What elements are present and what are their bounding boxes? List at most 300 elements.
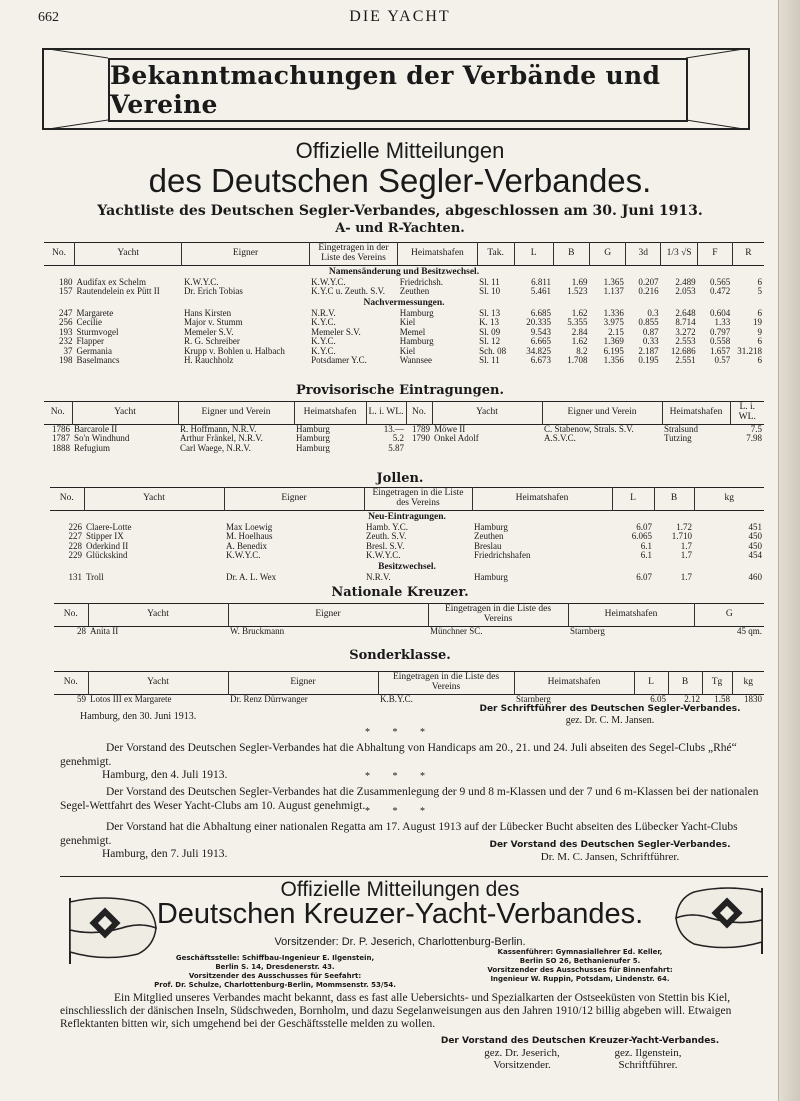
sig2-name: Dr. M. C. Jansen, Schriftführer. — [540, 851, 680, 863]
column-header: No. — [406, 402, 432, 425]
table-cell: 0.33 — [642, 336, 659, 347]
column-header: Heimatshafen — [514, 672, 634, 695]
dkyv-chair: Vorsitzender: Dr. P. Jeserich, Charlottenburg-Berlin. — [274, 936, 526, 948]
dkyv-sig-org-text: Der Vorstand des Deutschen Kreuzer-Yacht-Verbandes. — [440, 1036, 720, 1046]
column-header: L — [514, 243, 553, 266]
section-label: Namensänderung und Besitzwechsel. — [328, 266, 480, 277]
table-cell: 5.2 — [392, 433, 404, 444]
table-cell: 9 — [757, 326, 762, 337]
table-cell — [432, 444, 542, 453]
sonder-title: Sonderklasse. — [349, 648, 451, 663]
section-row — [44, 297, 764, 309]
table-cell: 3.272 — [675, 326, 696, 337]
column-header: Tak. — [477, 243, 514, 266]
table-header-row — [54, 604, 764, 627]
table-cell: Wannsee — [399, 354, 433, 365]
table-cell: 5 — [757, 286, 762, 297]
table-cell: 157 — [58, 286, 73, 297]
table-row — [44, 424, 764, 434]
stars-divider-2: * * * — [365, 771, 435, 782]
dkyv-right-line1: Kassenführer: Gymnasiallehrer Ed. Keller, — [497, 948, 663, 956]
column-header: Eigner — [182, 243, 309, 266]
table-cell: K.Y.C. — [311, 336, 336, 347]
table-cell: 0.216 — [638, 286, 659, 297]
table-cell: R. G. Schreiber — [183, 336, 240, 347]
dkyv-right-line3: Vorsitzender des Ausschusses für Binnenfahrt: — [487, 966, 673, 974]
table-cell: 0.565 — [710, 276, 731, 287]
sig1-block — [470, 703, 750, 727]
table-cell: Hamburg — [296, 442, 330, 453]
column-header: G — [589, 243, 625, 266]
table-cell: Onkel Adolf — [434, 433, 479, 444]
table-cell: 0.797 — [710, 326, 731, 337]
table-cell: Lotos III ex Margarete — [90, 693, 172, 704]
column-header: B — [553, 243, 589, 266]
section-label: Nachvermessungen. — [363, 297, 445, 308]
table-cell: 450 — [748, 540, 762, 551]
table-cell — [730, 444, 764, 453]
table-cell: So'n Windhund — [74, 433, 130, 444]
table-cell: 1786 — [52, 423, 70, 434]
table-cell: A.S.V.C. — [544, 433, 576, 444]
table-cell: N.R.V. — [311, 307, 336, 318]
table-cell: Memel — [399, 326, 426, 337]
table-cell: 8.2 — [576, 345, 588, 356]
section-label: Besitzwechsel. — [378, 561, 436, 572]
table-cell: 193 — [58, 326, 73, 337]
table-cell: 6.673 — [530, 354, 552, 365]
table-cell: 450 — [748, 531, 762, 542]
table-cell: Breslau — [474, 540, 502, 551]
table-cell: R. Hoffmann, N.R.V. — [180, 423, 257, 434]
kreuzer-title: Nationale Kreuzer. — [331, 585, 469, 600]
table-cell: 1.7 — [680, 550, 692, 561]
table-cell: 198 — [58, 354, 73, 365]
dkyv-right-line4: Ingenieur W. Ruppin, Potsdam, Lindenstr. 64. — [490, 975, 670, 983]
table-cell: Memeler S.V. — [183, 326, 234, 337]
table-cell: Kiel — [399, 317, 416, 328]
table-cell: Sch. 08 — [479, 345, 507, 356]
table-cell: K.Y.C u. Zeuth. S.V. — [311, 286, 386, 297]
section-divider — [60, 876, 768, 877]
table-cell — [406, 444, 432, 453]
table-cell: 6.1 — [640, 550, 652, 561]
section-row — [50, 561, 764, 573]
table-cell — [542, 444, 662, 453]
table-cell: 8.714 — [675, 317, 696, 328]
table-cell: 31.218 — [737, 345, 762, 356]
column-header: 1/3 √S — [661, 243, 698, 266]
sig2-block — [470, 839, 750, 864]
table-cell: Troll — [86, 571, 104, 582]
column-header: F — [698, 243, 733, 266]
table-cell: 9.543 — [530, 326, 552, 337]
table-cell: Möwe II — [434, 423, 466, 434]
table-cell: Zeuthen — [399, 286, 430, 297]
table-cell: Hamburg — [399, 307, 434, 318]
column-header: R — [732, 243, 764, 266]
column-header: kg — [732, 672, 764, 695]
table-cell: 2.489 — [675, 276, 696, 287]
table-row — [44, 287, 764, 296]
paragraph-classes: Der Vorstand des Deutschen Segler-Verbandes hat die Zusammenlegung der 9 und 8 m-Klassen und der 7 und 6 m-Klassen bei der nationalen Segel-Wettfahrt des Weser Yacht-Clubs am 10. August genehmigt. — [60, 786, 759, 812]
table-row — [44, 444, 764, 453]
table-cell: K.Y.C. — [311, 345, 336, 356]
table-cell: 256 — [58, 317, 73, 328]
table-cell: Hamburg — [296, 433, 330, 444]
table-cell: 1787 — [52, 433, 70, 444]
table-cell: 6.065 — [631, 531, 652, 542]
column-header: Eingetragen in die Liste des Vereins — [428, 604, 568, 627]
table-cell: 1.62 — [571, 307, 588, 318]
sig1-name: gez. Dr. C. M. Jansen. — [565, 715, 655, 726]
table-cell: Baselmancs — [76, 354, 120, 365]
table-cell: 232 — [58, 336, 73, 347]
table-cell: 1790 — [412, 433, 430, 444]
table-cell: 0.195 — [638, 354, 659, 365]
table-cell: 6.1 — [640, 540, 652, 551]
table-cell: Refugium — [74, 442, 110, 453]
table-cell: 28 — [77, 625, 86, 636]
dkyv-sig-a-role: Vorsitzender. — [493, 1059, 551, 1071]
table-cell: Carl Waege, N.R.V. — [180, 442, 251, 453]
table-cell: 59 — [77, 693, 86, 704]
table-cell: H. Rauchholz — [183, 354, 234, 365]
table-cell: Oderkind II — [86, 540, 129, 551]
table-cell: 13.— — [383, 423, 404, 434]
dkyv-sig-b-role: Schriftführer. — [618, 1059, 678, 1071]
banner-title-box — [108, 58, 688, 122]
table-cell: 1.69 — [571, 276, 588, 287]
column-header: Heimatshafen — [398, 243, 477, 266]
dsv-yachtlist-title: Yachtliste des Deutschen Segler-Verbandes, abgeschlossen am 30. Juni 1913. — [97, 203, 703, 219]
table-cell: 228 — [68, 540, 82, 551]
table-cell: 6.665 — [530, 336, 552, 347]
table-cell: 0.3 — [647, 307, 659, 318]
table-cell: 2.648 — [675, 307, 696, 318]
dkyv-left-line2: Berlin S. 14, Dresdenerstr. 43. — [215, 963, 335, 971]
table-cell: 131 — [68, 571, 82, 582]
table-cell: 247 — [58, 307, 73, 318]
sig1-place: Hamburg, den 30. Juni 1913. — [80, 711, 197, 722]
sig2-org: Der Vorstand des Deutschen Segler-Verbandes. — [489, 840, 731, 850]
banner-frame — [42, 48, 750, 130]
table-cell: Sl. 12 — [479, 336, 501, 347]
column-header: L. i. WL. — [366, 402, 406, 425]
dkyv-right-line2: Berlin SO 26, Bethanienufer 5. — [519, 957, 641, 965]
column-header: kg — [694, 488, 764, 511]
table-cell: 0.604 — [710, 307, 731, 318]
table-cell: 2.187 — [638, 345, 659, 356]
table-cell: Dr. A. L. Wex — [226, 571, 277, 582]
table-cell: 3.975 — [603, 317, 624, 328]
table-cell: 1.710 — [671, 531, 692, 542]
table-cell: Sturmvogel — [76, 326, 119, 337]
table-cell: K.W.Y.C. — [311, 276, 346, 287]
paragraph-handicaps: Der Vorstand des Deutschen Segler-Verbandes hat die Abhaltung von Handicaps am 20., 21. und 24. Juli abseiten des Segel-Clubs „Rhé“ genehmigt. — [60, 742, 737, 768]
column-header: No. — [59, 492, 74, 503]
table-header-row — [44, 243, 764, 266]
dkyv-paragraph: Ein Mitglied unseres Verbandes macht bekannt, dass es fast alle Uebersichts- und Spezialkarten der Ostseeküsten von Stettin bis Kiel, einschliesslich der dänischen Inseln, Südschweden, Bornholm, und dazu Segelanweisungen aus den Jahren 1910/12 billig abgeben will. Etwaigen Reflektanten bitten wir, sich umgehend bei der Geschäftsstelle melden zu wollen. — [60, 992, 732, 1030]
dkyv-sig-a-name: gez. Dr. Jeserich, — [484, 1047, 560, 1059]
table-cell: 34.825 — [526, 345, 552, 356]
column-header: B — [668, 672, 702, 695]
table-cell: Starnberg — [516, 693, 551, 704]
table-cell: Arthur Fränkel, N.R.V. — [180, 433, 263, 444]
kreuzer-table — [54, 603, 764, 636]
table-cell: K.W.Y.C. — [183, 276, 219, 287]
table-cell: Friedrichshafen — [474, 550, 531, 561]
table-row — [50, 542, 764, 551]
table-cell: K.W.Y.C. — [366, 550, 401, 561]
table-cell: Major v. Stumm — [183, 317, 243, 328]
table-cell: K. 13 — [479, 317, 500, 328]
table-cell: 0.87 — [642, 326, 659, 337]
table-header-row — [50, 488, 764, 511]
table-cell: 1.369 — [603, 336, 624, 347]
table-cell: Anita II — [90, 625, 119, 636]
dkyv-left-line3: Vorsitzender des Ausschusses für Seefahrt: — [188, 972, 362, 980]
table-row — [50, 551, 764, 560]
column-header: No. — [63, 608, 78, 619]
table-cell: Hans Kirsten — [183, 307, 232, 318]
table-cell: 0.472 — [710, 286, 731, 297]
table-cell: C. Stabenow, Strals. S.V. — [544, 423, 634, 434]
table-cell: Glückskind — [86, 550, 128, 561]
table-cell: 1830 — [744, 693, 762, 704]
table-cell: 6.195 — [603, 345, 624, 356]
column-header: L — [612, 488, 654, 511]
dkyv-sig-org — [420, 1035, 740, 1047]
table-cell: 2.053 — [675, 286, 696, 297]
table-cell: 460 — [748, 571, 762, 582]
table-cell: M. Hoelhaus — [226, 531, 273, 542]
table-cell: 2.15 — [608, 326, 624, 337]
column-header: 3d — [626, 243, 661, 266]
table-cell: 45 qm. — [736, 625, 762, 636]
table-cell: 5.355 — [567, 317, 588, 328]
table-cell: Hamburg — [474, 521, 508, 532]
table-cell: 1.356 — [603, 354, 624, 365]
table-row — [54, 626, 764, 636]
column-header: Heimatshafen — [662, 402, 730, 425]
table-cell: 6 — [757, 276, 762, 287]
table-cell: Sl. 09 — [479, 326, 501, 337]
dkyv-left-block — [150, 954, 400, 990]
table-cell: Zeuthen — [474, 531, 504, 542]
column-header: L — [634, 672, 668, 695]
table-cell: Zeuth. S.V. — [366, 531, 407, 542]
table-cell: Flapper — [76, 336, 104, 347]
section-label: Neu-Eintragungen. — [368, 511, 446, 522]
table-cell: 5.461 — [530, 286, 552, 297]
dkyv-sig-b-name: gez. Ilgenstein, — [614, 1047, 682, 1059]
dkyv-left-line4: Prof. Dr. Schulze, Charlottenburg-Berlin, Mommsenstr. 53/54. — [154, 981, 396, 989]
dkyv-right-block — [460, 948, 700, 984]
dkyv-sig-a — [462, 1047, 582, 1071]
table-cell: 6 — [757, 354, 762, 365]
table-cell: Claere-Lotte — [86, 521, 132, 532]
table-cell: 7.98 — [746, 433, 762, 444]
column-header: Yacht — [88, 672, 228, 695]
table-cell: N.R.V. — [366, 571, 391, 582]
column-header: Eigner — [228, 604, 428, 627]
table-cell: Friedrichsh. — [399, 276, 444, 287]
table-cell: Münchner SC. — [430, 625, 483, 636]
table-cell: Hamburg — [474, 571, 508, 582]
table-row — [50, 573, 764, 582]
table-cell: Sl. 11 — [479, 276, 500, 287]
table-cell: 37 — [63, 345, 73, 356]
table-header-row — [44, 402, 764, 425]
table-cell: K.B.Y.C. — [380, 693, 413, 704]
table-cell: 0.855 — [638, 317, 659, 328]
column-header: No. — [63, 676, 78, 687]
dkyv-sig-b — [588, 1047, 708, 1071]
sig1-org: Der Schriftführer des Deutschen Segler-Verbandes. — [479, 704, 741, 714]
table-cell: 2.12 — [684, 693, 700, 704]
table-cell: 180 — [58, 276, 73, 287]
table-row — [50, 532, 764, 541]
table-cell: 20.335 — [526, 317, 552, 328]
table-cell: 454 — [748, 550, 762, 561]
table-cell: 1.523 — [567, 286, 588, 297]
column-header: Yacht — [88, 604, 228, 627]
column-header: Eigner und Verein — [542, 402, 662, 425]
prov-table — [44, 401, 764, 453]
table-cell: Dr. Renz Dürrwanger — [230, 693, 308, 704]
column-header: No. — [50, 406, 65, 417]
dsv-class-title: A- und R-Yachten. — [335, 221, 465, 236]
column-header: G — [694, 604, 764, 627]
column-header: Yacht — [74, 243, 181, 266]
dkyv-heading-1: Offizielle Mitteilungen des — [280, 878, 520, 901]
table-cell: Sl. 10 — [479, 286, 501, 297]
table-cell: K.Y.C. — [311, 317, 336, 328]
table-cell: A. Benedix — [226, 540, 267, 551]
yacht-table-ar — [44, 242, 764, 365]
table-cell: 1.62 — [571, 336, 588, 347]
table-cell: 6.07 — [636, 571, 652, 582]
table-cell: 19 — [753, 317, 762, 328]
table-cell: 1.708 — [567, 354, 588, 365]
table-cell: 5.87 — [388, 442, 404, 453]
paragraph-regatta-date: Hamburg, den 7. Juli 1913. — [102, 848, 228, 860]
table-cell: 1.365 — [603, 276, 624, 287]
table-cell: 6.07 — [636, 521, 652, 532]
dkyv-heading-2: Deutschen Kreuzer-Yacht-Verbandes. — [156, 898, 644, 930]
table-cell: 1.657 — [710, 345, 731, 356]
table-cell: Starnberg — [570, 625, 605, 636]
column-header: Tg — [702, 672, 732, 695]
column-header: No. — [51, 247, 66, 258]
table-cell: Memeler S.V. — [311, 326, 361, 337]
paragraph-regatta: Der Vorstand hat die Abhaltung einer nationalen Regatta am 17. August 1913 auf der Lübecker Bucht abseiten des Lübecker Yacht-Clubs genehmigt. — [60, 821, 738, 847]
paragraph-handicaps-date: Hamburg, den 4. Juli 1913. — [102, 769, 228, 781]
table-cell: 6.811 — [531, 276, 552, 287]
table-cell: Hamburg — [399, 336, 434, 347]
table-cell: Hamburg — [296, 423, 330, 434]
column-header: Eingetragen in der Liste des Vereins — [309, 243, 398, 266]
table-cell: 1.137 — [603, 286, 624, 297]
table-cell: 229 — [68, 550, 82, 561]
table-cell: 12.686 — [670, 345, 696, 356]
column-header: Eigner — [224, 488, 364, 511]
page-number: 662 — [38, 10, 59, 25]
table-cell: 226 — [68, 521, 82, 532]
table-cell: 1.33 — [714, 317, 731, 328]
table-cell: 2.553 — [675, 336, 696, 347]
table-cell: Max Loewig — [226, 521, 273, 532]
table-cell: Tutzing — [664, 433, 692, 444]
table-cell: Hamb. Y.C. — [366, 521, 409, 532]
dsv-heading-2: des Deutschen Segler-Verbandes. — [148, 162, 652, 199]
column-header: L. i. WL. — [730, 402, 764, 425]
stars-divider-1: * * * — [365, 727, 435, 738]
table-cell: 2.551 — [675, 354, 696, 365]
column-header: Heimatshafen — [568, 604, 694, 627]
table-cell: Potsdamer Y.C. — [311, 354, 367, 365]
table-cell: 6 — [757, 336, 762, 347]
table-cell: 1888 — [52, 442, 70, 453]
table-cell: Bresl. S.V. — [366, 540, 405, 551]
table-cell: Cecilie — [76, 317, 102, 328]
table-cell: 1.58 — [714, 693, 730, 704]
table-cell: 6.685 — [530, 307, 552, 318]
table-cell: 1.336 — [603, 307, 624, 318]
table-cell: 6.05 — [650, 693, 666, 704]
table-cell: Kiel — [399, 345, 416, 356]
column-header: Eingetragen in die Liste des Vereins — [378, 672, 514, 695]
table-cell: 1.72 — [676, 521, 692, 532]
table-cell: Margarete — [76, 307, 114, 318]
table-cell: Germania — [76, 345, 112, 356]
jollen-table — [50, 487, 764, 582]
table-cell: K.W.Y.C. — [226, 550, 261, 561]
table-cell: 6 — [757, 307, 762, 318]
table-cell: 1789 — [412, 423, 430, 434]
table-cell: Audifax ex Schelm — [76, 276, 146, 287]
table-cell: W. Bruckmann — [230, 625, 285, 636]
table-cell: 227 — [68, 531, 82, 542]
column-header: Yacht — [84, 488, 224, 511]
table-cell: Barcarole II — [74, 423, 118, 434]
column-header: Eigner — [228, 672, 378, 695]
table-cell: 0.207 — [638, 276, 659, 287]
table-cell: Rautendelein ex Pütt II — [76, 286, 160, 297]
column-header: Heimatshafen — [294, 402, 366, 425]
column-header: Heimatshafen — [472, 488, 612, 511]
table-cell: 451 — [748, 521, 762, 532]
running-head: DIE YACHT — [349, 8, 451, 25]
table-cell: 1.7 — [680, 540, 692, 551]
table-row — [44, 356, 764, 365]
column-header: Eigner und Verein — [178, 402, 294, 425]
column-header: Yacht — [72, 402, 178, 425]
table-cell: 0.558 — [710, 336, 731, 347]
table-cell: Sl. 11 — [479, 354, 500, 365]
table-cell: Krupp v. Bohlen u. Halbach — [183, 345, 285, 356]
banner-title: Bekanntmachungen der Verbände und Vereine — [110, 61, 661, 119]
column-header: B — [654, 488, 694, 511]
table-cell: 2.84 — [571, 326, 588, 337]
table-cell: Sl. 13 — [479, 307, 501, 318]
dsv-heading-1: Offizielle Mitteilungen — [295, 138, 505, 163]
table-cell: Dr. Erich Tobias — [183, 286, 243, 297]
column-header: Yacht — [432, 402, 542, 425]
table-row — [50, 523, 764, 532]
stars-divider-3: * * * — [365, 806, 435, 817]
